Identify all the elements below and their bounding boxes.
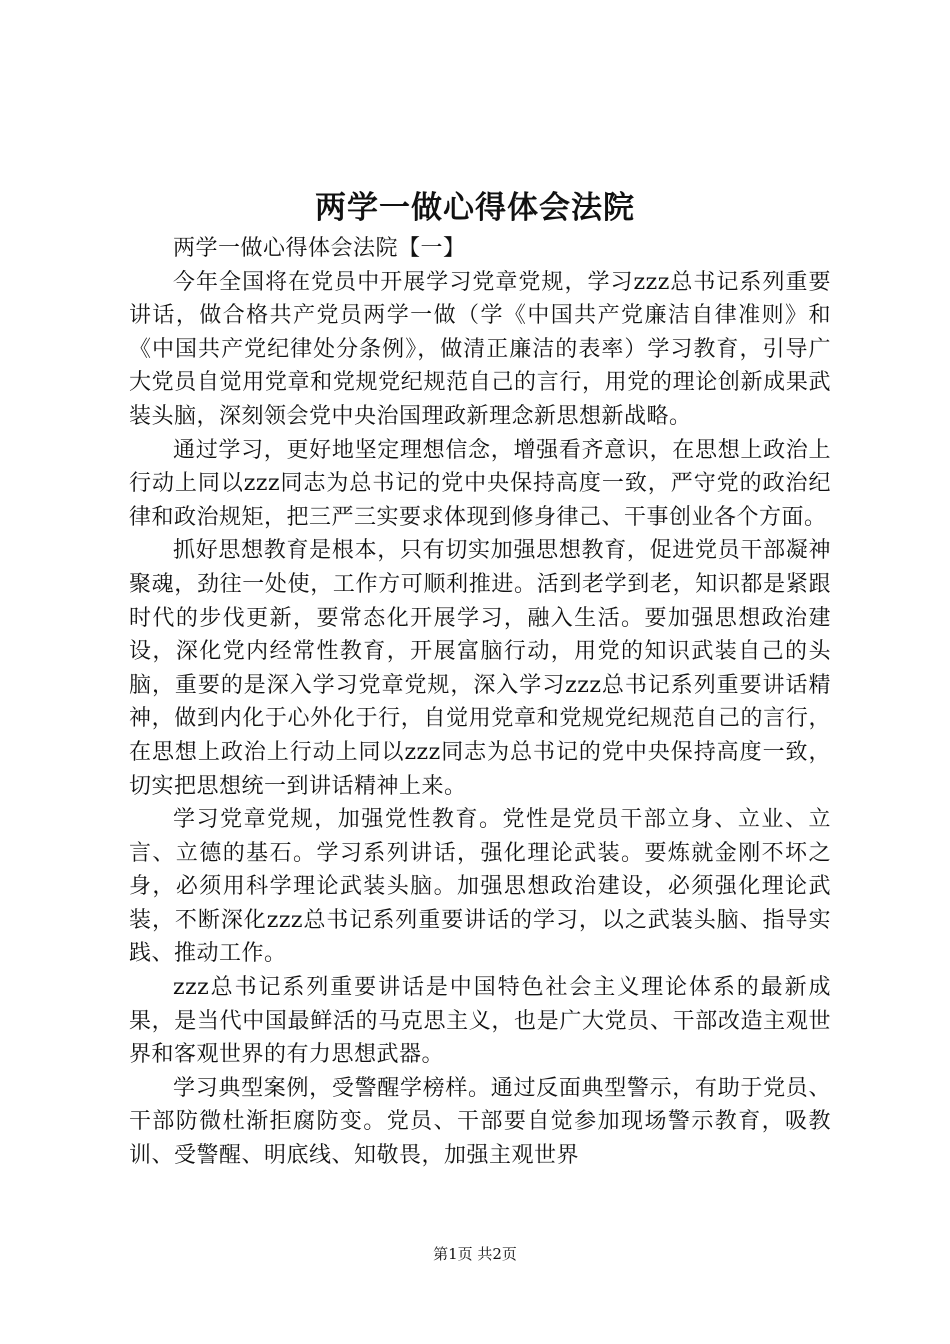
document-body	[129, 232, 831, 1173]
paragraph: zzz总书记系列重要讲话是中国特色社会主义理论体系的最新成果，是当代中国最鲜活的马克思主义，也是广大党员、干部改造主观世界和客观世界的有力思想武器。	[129, 975, 831, 1068]
section-heading: 两学一做心得体会法院【一】	[173, 236, 466, 261]
document-title: 两学一做心得体会法院	[315, 190, 635, 226]
paragraph: 学习典型案例，受警醒学榜样。通过反面典型警示，有助于党员、干部防微杜渐拒腐防变。党员、干部要自觉参加现场警示教育，吸教训、受警醒、明底线、知敬畏，加强主观世界	[129, 1075, 831, 1169]
paragraph: 抓好思想教育是根本，只有切实加强思想教育，促进党员干部凝神聚魂，劲往一处使，工作方可顺利推进。活到老学到老，知识都是紧跟时代的步伐更新，要常态化开展学习，融入生活。要加强思想政治建设，深化党内经常性教育，开展富脑行动，用党的知识武装自己的头脑，重要的是深入学习党章党规，深入学习zzz总书记系列重要讲话精神，做到内化于心外化于行，自觉用党章和党规党纪规范自己的言行，在思想上政治上行动上同以zzz同志为总书记的党中央保持高度一致，切实把思想统一到讲话精神上来。	[129, 538, 831, 799]
paragraph: 今年全国将在党员中开展学习党章党规，学习zzz总书记系列重要讲话，做合格共产党员两学一做（学《中国共产党廉洁自律准则》和《中国共产党纪律处分条例》，做清正廉洁的表率）学习教育，引导广大党员自觉用党章和党规党纪规范自己的言行，用党的理论创新成果武装头脑，深刻领会党中央治国理政新理念新思想新战略。	[129, 269, 831, 429]
paragraph: 通过学习，更好地坚定理想信念，增强看齐意识，在思想上政治上行动上同以zzz同志为总书记的党中央保持高度一致，严守党的政治纪律和政治规矩，把三严三实要求体现到修身律己、干事创业各个方面。	[129, 437, 831, 530]
page-number-footer: 第1页 共2页	[433, 1245, 517, 1263]
paragraph: 学习党章党规，加强党性教育。党性是党员干部立身、立业、立言、立德的基石。学习系列讲话，强化理论武装。要炼就金刚不坏之身，必须用科学理论武装头脑。加强思想政治建设，必须强化理论武装，不断深化zzz总书记系列重要讲话的学习，以之武装头脑、指导实践、推动工作。	[129, 807, 831, 967]
